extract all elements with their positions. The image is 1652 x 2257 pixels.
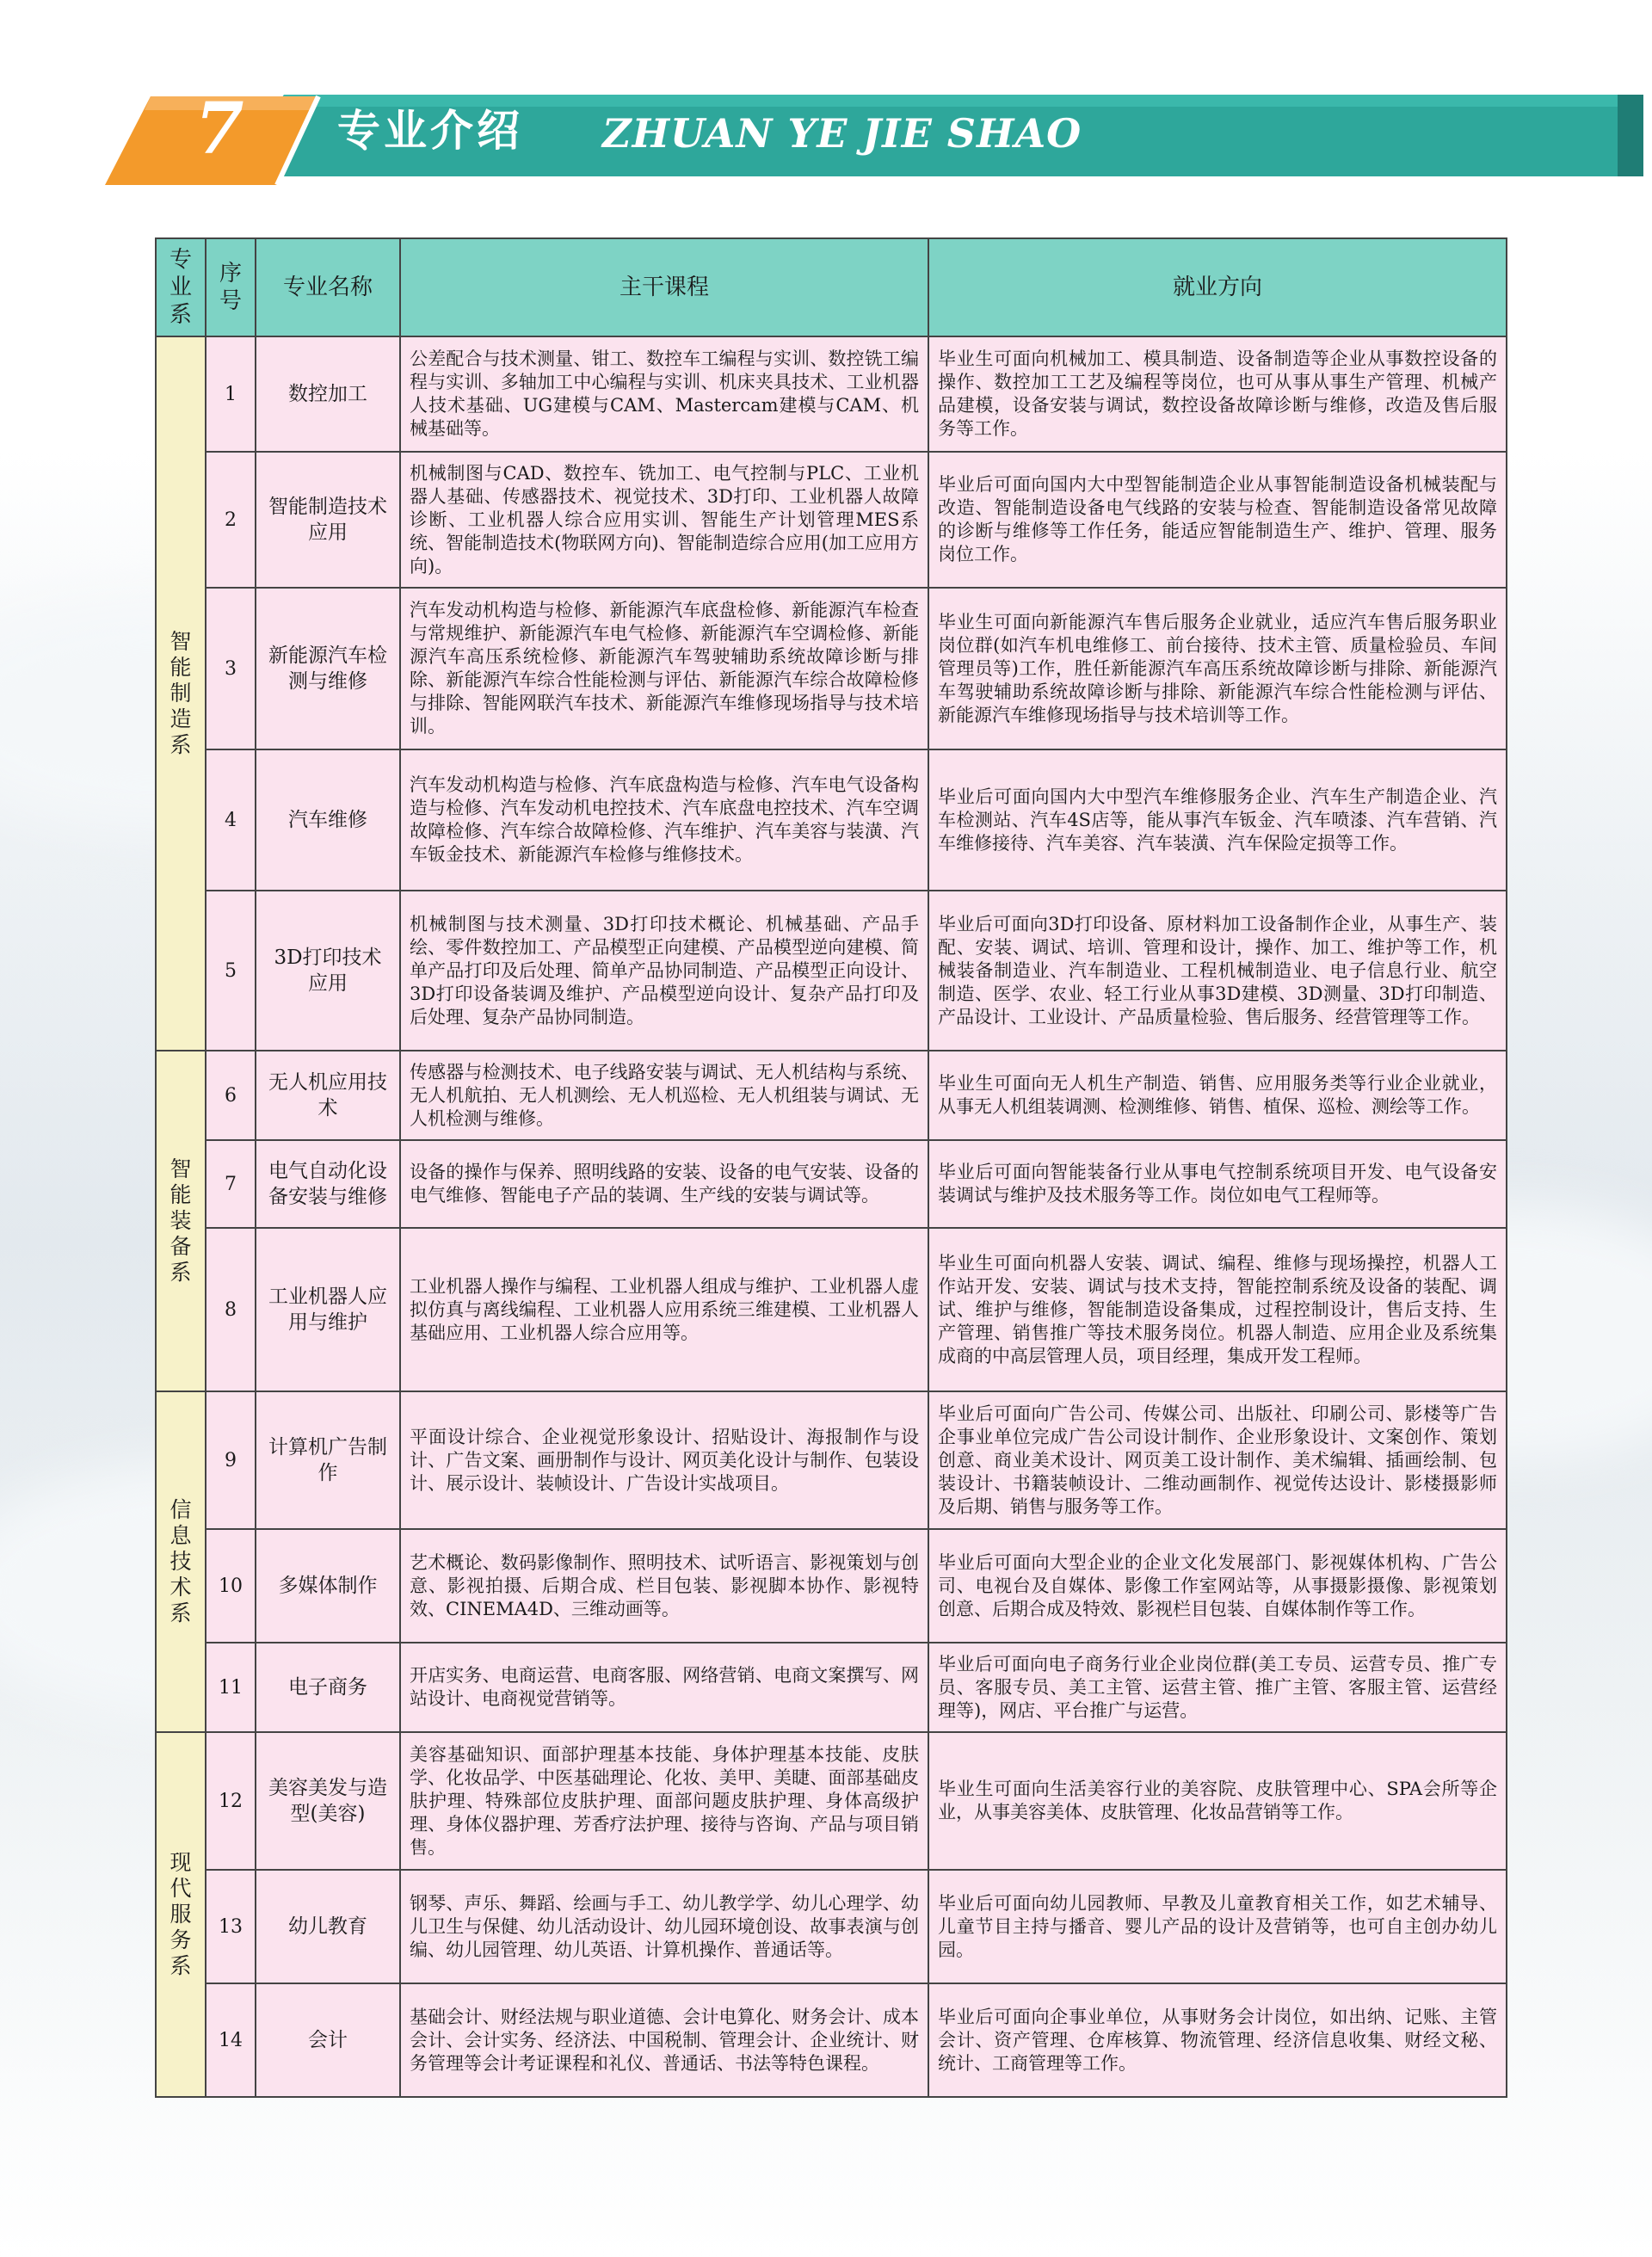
seq-cell: 6: [206, 1051, 256, 1140]
table-row: [156, 1391, 1507, 1529]
careers-cell: 毕业后可面向国内大中型汽车维修服务企业、汽车生产制造企业、汽车检测站、汽车4S店等，能从事汽车钣金、汽车喷漆、汽车营销、汽车维修接待、汽车美容、汽车装潢、汽车保险定损等工作。: [928, 749, 1507, 891]
careers-cell: 毕业生可面向无人机生产制造、销售、应用服务类等行业企业就业，从事无人机组装调测、检测维修、销售、植保、巡检、测绘等工作。: [928, 1051, 1507, 1140]
table-row: [156, 1051, 1507, 1140]
table-row: [156, 336, 1507, 452]
major-name: 汽车维修: [256, 749, 400, 891]
chapter-number: 7: [194, 88, 244, 170]
courses-cell: 美容基础知识、面部护理基本技能、身体护理基本技能、皮肤学、化妆品学、中医基础理论、化妆、美甲、美睫、面部基础皮肤护理、特殊部位皮肤护理、面部问题皮肤护理、身体高级护理、身体仪器护理、芳香疗法护理、接待与咨询、产品与项目销售。: [400, 1732, 928, 1870]
dept-cell: 智能装备系: [156, 1051, 206, 1391]
major-name: 3D打印技术应用: [256, 891, 400, 1051]
careers-cell: 毕业生可面向机器人安装、调试、编程、维修与现场操控，机器人工作站开发、安装、调试与技术支持，智能控制系统及设备的装配、调试、维护与维修，智能制造设备集成，过程控制设计，售后支持、生产管理、销售推广等技术服务岗位。机器人制造、应用企业及系统集成商的中高层管理人员，项目经理，集成开发工程师。: [928, 1228, 1507, 1391]
careers-cell: 毕业后可面向3D打印设备、原材料加工设备制作企业，从事生产、装配、安装、调试、培训、管理和设计，操作、加工、维护等工作，机械装备制造业、汽车制造业、工程机械制造业、电子信息行业、航空制造、医学、农业、轻工行业从事3D建模、3D测量、3D打印制造、产品设计、工业设计、产品质量检验、售后服务、经营管理等工作。: [928, 891, 1507, 1051]
careers-cell: 毕业后可面向广告公司、传媒公司、出版社、印刷公司、影楼等广告企事业单位完成广告公司设计制作、企业形象设计、文案创作、策划创意、商业美术设计、网页美工设计制作、美术编辑、插画绘制、包装设计、书籍装帧设计、二维动画制作、视觉传达设计、影楼摄影师及后期、销售与服务等工作。: [928, 1391, 1507, 1529]
major-name: 幼儿教育: [256, 1870, 400, 1983]
seq-cell: 1: [206, 336, 256, 452]
table-row: [156, 1140, 1507, 1228]
table-row: [156, 891, 1507, 1051]
header-careers: 就业方向: [928, 238, 1507, 336]
careers-cell: 毕业后可面向幼儿园教师、早教及儿童教育相关工作，如艺术辅导、儿童节目主持与播音、婴儿产品的设计及营销等，也可自主创办幼儿园。: [928, 1870, 1507, 1983]
careers-cell: 毕业后可面向电子商务行业企业岗位群(美工专员、运营专员、推广专员、客服专员、美工主管、运营主管、推广主管、客服主管、运营经理等)，网店、平台推广与运营。: [928, 1643, 1507, 1732]
courses-cell: 基础会计、财经法规与职业道德、会计电算化、财务会计、成本会计、会计实务、经济法、中国税制、管理会计、企业统计、财务管理等会计考证课程和礼仪、普通话、书法等特色课程。: [400, 1983, 928, 2097]
courses-cell: 公差配合与技术测量、钳工、数控车工编程与实训、数控铣工编程与实训、多轴加工中心编程与实训、机床夹具技术、工业机器人技术基础、UG建模与CAM、Mastercam建模与CAM、机械基础等。: [400, 336, 928, 452]
seq-cell: 12: [206, 1732, 256, 1870]
major-name: 工业机器人应用与维护: [256, 1228, 400, 1391]
courses-cell: 机械制图与CAD、数控车、铣加工、电气控制与PLC、工业机器人基础、传感器技术、视觉技术、3D打印、工业机器人故障诊断、工业机器人综合应用实训、智能生产计划管理MES系统、智能制造技术(物联网方向)、智能制造综合应用(加工应用方向)。: [400, 452, 928, 588]
courses-cell: 设备的操作与保养、照明线路的安装、设备的电气安装、设备的电气维修、智能电子产品的装调、生产线的安装与调试等。: [400, 1140, 928, 1228]
major-name: 多媒体制作: [256, 1529, 400, 1643]
courses-cell: 开店实务、电商运营、电商客服、网络营销、电商文案撰写、网站设计、电商视觉营销等。: [400, 1643, 928, 1732]
courses-cell: 汽车发动机构造与检修、汽车底盘构造与检修、汽车电气设备构造与检修、汽车发动机电控技术、汽车底盘电控技术、汽车空调故障检修、汽车综合故障检修、汽车维护、汽车美容与装潢、汽车钣金技术、新能源汽车检修与维修技术。: [400, 749, 928, 891]
major-name: 电气自动化设备安装与维修: [256, 1140, 400, 1228]
major-name: 智能制造技术应用: [256, 452, 400, 588]
seq-cell: 3: [206, 588, 256, 749]
banner-dark-accent: [1618, 95, 1643, 176]
major-name: 新能源汽车检测与维修: [256, 588, 400, 749]
seq-cell: 2: [206, 452, 256, 588]
careers-cell: 毕业生可面向新能源汽车售后服务企业就业，适应汽车售后服务职业岗位群(如汽车机电维修工、前台接待、技术主管、质量检验员、车间管理员等)工作，胜任新能源汽车高压系统故障诊断与排除、新能源汽车驾驶辅助系统故障诊断与排除、新能源汽车综合性能检测与评估、新能源汽车维修现场指导与技术培训等工作。: [928, 588, 1507, 749]
seq-cell: 4: [206, 749, 256, 891]
major-name: 会计: [256, 1983, 400, 2097]
dept-cell: 信息技术系: [156, 1391, 206, 1732]
seq-cell: 8: [206, 1228, 256, 1391]
careers-cell: 毕业后可面向大型企业的企业文化发展部门、影视媒体机构、广告公司、电视台及自媒体、影像工作室网站等，从事摄影摄像、影视策划创意、后期合成及特效、影视栏目包装、自媒体制作等工作。: [928, 1529, 1507, 1643]
major-name: 电子商务: [256, 1643, 400, 1732]
careers-cell: 毕业生可面向机械加工、模具制造、设备制造等企业从事数控设备的操作、数控加工工艺及编程等岗位，也可从事从事生产管理、机械产品建模，设备安装与调试，数控设备故障诊断与维修，改造及售后服务等工作。: [928, 336, 1507, 452]
page-title-cn: 专业介绍: [337, 106, 523, 156]
careers-cell: 毕业后可面向智能装备行业从事电气控制系统项目开发、电气设备安装调试与维护及技术服务等工作。岗位如电气工程师等。: [928, 1140, 1507, 1228]
dept-cell: 智能制造系: [156, 336, 206, 1051]
page-title-en: ZHUAN YE JIE SHAO: [602, 110, 1082, 157]
chapter-banner: [0, 0, 1652, 198]
seq-cell: 5: [206, 891, 256, 1051]
courses-cell: 机械制图与技术测量、3D打印技术概论、机械基础、产品手绘、零件数控加工、产品模型正向建模、产品模型逆向建模、简单产品打印及后处理、简单产品协同制造、产品模型正向设计、3D打印设备装调及维护、产品模型逆向设计、复杂产品打印及后处理、复杂产品协同制造。: [400, 891, 928, 1051]
seq-cell: 10: [206, 1529, 256, 1643]
table-row: [156, 588, 1507, 749]
majors-table-container: [155, 237, 1506, 2098]
courses-cell: 平面设计综合、企业视觉形象设计、招贴设计、海报制作与设计、广告文案、画册制作与设计、网页美化设计与制作、包装设计、展示设计、装帧设计、广告设计实战项目。: [400, 1391, 928, 1529]
seq-cell: 7: [206, 1140, 256, 1228]
courses-cell: 艺术概论、数码影像制作、照明技术、试听语言、影视策划与创意、影视拍摄、后期合成、栏目包装、影视脚本协作、影视特效、CINEMA4D、三维动画等。: [400, 1529, 928, 1643]
major-name: 美容美发与造型(美容): [256, 1732, 400, 1870]
table-row: [156, 1870, 1507, 1983]
courses-cell: 汽车发动机构造与检修、新能源汽车底盘检修、新能源汽车检查与常规维护、新能源汽车电气检修、新能源汽车空调检修、新能源汽车高压系统检修、新能源汽车驾驶辅助系统故障诊断与排除、新能源汽车综合性能检测与评估、新能源汽车综合故障检修与排除、智能网联汽车技术、新能源汽车维修现场指导与技术培训。: [400, 588, 928, 749]
seq-cell: 13: [206, 1870, 256, 1983]
courses-cell: 钢琴、声乐、舞蹈、绘画与手工、幼儿教学学、幼儿心理学、幼儿卫生与保健、幼儿活动设计、幼儿园环境创设、故事表演与创编、幼儿园管理、幼儿英语、计算机操作、普通话等。: [400, 1870, 928, 1983]
majors-table: [155, 237, 1507, 2098]
major-name: 计算机广告制作: [256, 1391, 400, 1529]
major-name: 数控加工: [256, 336, 400, 452]
major-name: 无人机应用技术: [256, 1051, 400, 1140]
careers-cell: 毕业生可面向生活美容行业的美容院、皮肤管理中心、SPA会所等企业，从事美容美体、皮肤管理、化妆品营销等工作。: [928, 1732, 1507, 1870]
table-row: [156, 749, 1507, 891]
table-row: [156, 1643, 1507, 1732]
careers-cell: 毕业后可面向国内大中型智能制造企业从事智能制造设备机械装配与改造、智能制造设备电气线路的安装与检查、智能制造设备常见故障的诊断与维修等工作任务，能适应智能制造生产、维护、管理、服务岗位工作。: [928, 452, 1507, 588]
table-row: [156, 1983, 1507, 2097]
seq-cell: 14: [206, 1983, 256, 2097]
table-row: [156, 452, 1507, 588]
header-dept: 专业系: [156, 238, 206, 336]
courses-cell: 工业机器人操作与编程、工业机器人组成与维护、工业机器人虚拟仿真与离线编程、工业机器人应用系统三维建模、工业机器人基础应用、工业机器人综合应用等。: [400, 1228, 928, 1391]
seq-cell: 11: [206, 1643, 256, 1732]
seq-cell: 9: [206, 1391, 256, 1529]
table-header-row: [156, 238, 1507, 336]
header-name: 专业名称: [256, 238, 400, 336]
header-seq: 序号: [206, 238, 256, 336]
courses-cell: 传感器与检测技术、电子线路安装与调试、无人机结构与系统、无人机航拍、无人机测绘、无人机巡检、无人机组装与调试、无人机检测与维修。: [400, 1051, 928, 1140]
table-row: [156, 1732, 1507, 1870]
dept-cell: 现代服务系: [156, 1732, 206, 2097]
table-row: [156, 1228, 1507, 1391]
table-row: [156, 1529, 1507, 1643]
careers-cell: 毕业后可面向企事业单位，从事财务会计岗位，如出纳、记账、主管会计、资产管理、仓库核算、物流管理、经济信息收集、财经文秘、统计、工商管理等工作。: [928, 1983, 1507, 2097]
header-courses: 主干课程: [400, 238, 928, 336]
